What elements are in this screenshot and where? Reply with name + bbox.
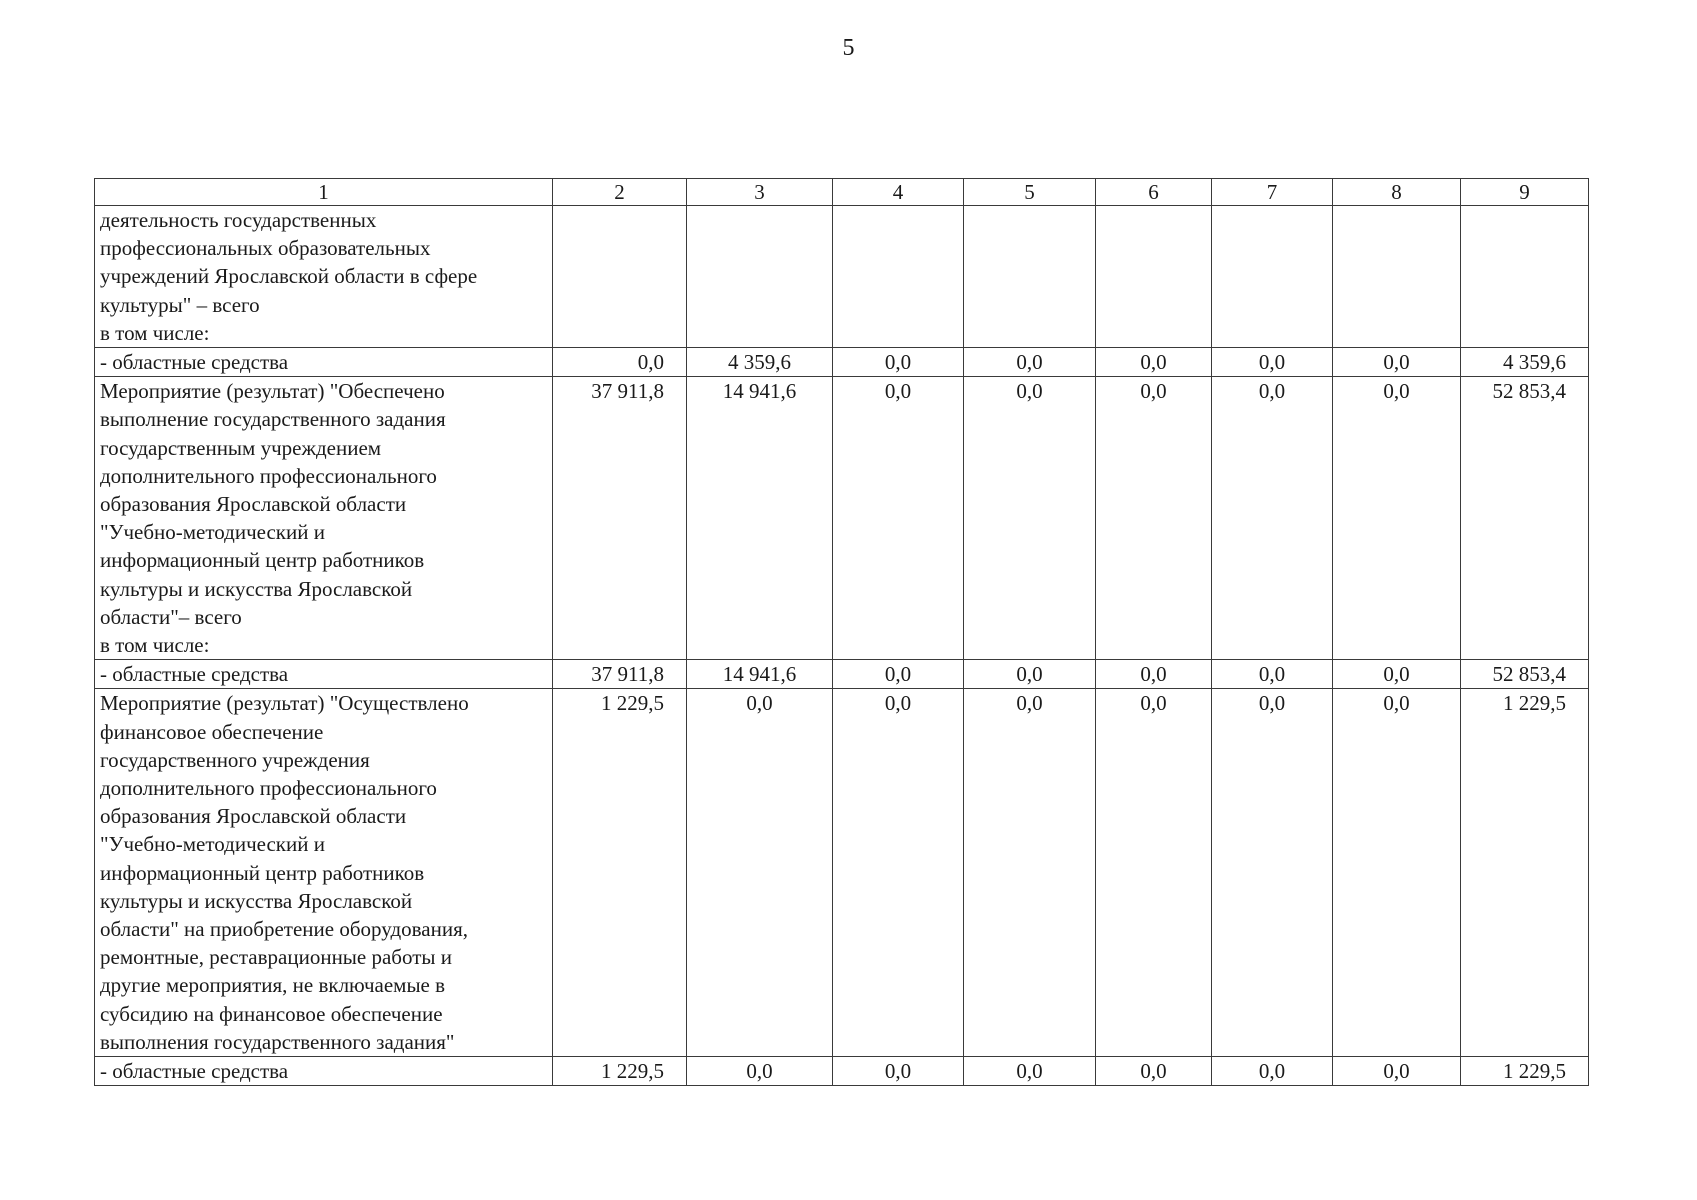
column-number-6: 6 — [1096, 179, 1212, 206]
value-cell-col-7: 0,0 — [1212, 689, 1333, 1057]
value-cell-col-9: 1 229,5 — [1461, 689, 1589, 1057]
value-cell-col-9: 1 229,5 — [1461, 1057, 1589, 1086]
value-cell-col-8: 0,0 — [1333, 689, 1461, 1057]
value-cell-col-4: 0,0 — [833, 377, 964, 660]
value-cell-col-3: 14 941,6 — [687, 660, 833, 689]
value-cell-col-6: 0,0 — [1096, 1057, 1212, 1086]
value-cell-col-2: 1 229,5 — [553, 1057, 687, 1086]
funding-source-label: - областные средства — [95, 660, 553, 689]
value-cell-col-3: 4 359,6 — [687, 348, 833, 377]
activity-description: Мероприятие (результат) "Осуществлено финансовое обеспечение государственного учреждения дополнительного профессионального образования Ярославской области "Учебно-методический и информационный центр работников культуры и искусства Ярославской области" на приобретение оборудования, ремонтные, реставрационные работы и другие мероприятия, не включаемые в субсидию на финансовое обеспечение выполнения государственного задания" — [95, 689, 553, 1057]
funding-source-label: - областные средства — [95, 348, 553, 377]
value-cell-col-4 — [833, 206, 964, 348]
value-cell-col-4: 0,0 — [833, 660, 964, 689]
value-cell-col-2 — [553, 206, 687, 348]
value-cell-col-6: 0,0 — [1096, 660, 1212, 689]
value-cell-col-4: 0,0 — [833, 348, 964, 377]
value-cell-col-7: 0,0 — [1212, 348, 1333, 377]
activity-row — [95, 689, 1589, 1057]
column-number-3: 3 — [687, 179, 833, 206]
value-cell-col-7: 0,0 — [1212, 377, 1333, 660]
value-cell-col-9: 52 853,4 — [1461, 660, 1589, 689]
activity-description: Мероприятие (результат) "Обеспечено выполнение государственного задания государственным учреждением дополнительного профессионального образования Ярославской области "Учебно-методический и информационный центр работников культуры и искусства Ярославской области"– всего в том числе: — [95, 377, 553, 660]
value-cell-col-3: 14 941,6 — [687, 377, 833, 660]
value-cell-col-2: 1 229,5 — [553, 689, 687, 1057]
column-number-4: 4 — [833, 179, 964, 206]
funding-source-row — [95, 1057, 1589, 1086]
value-cell-col-5: 0,0 — [964, 348, 1096, 377]
budget-table — [94, 178, 1589, 1086]
value-cell-col-8: 0,0 — [1333, 377, 1461, 660]
activity-description: деятельность государственных профессиональных образовательных учреждений Ярославской области в сфере культуры" – всего в том числе: — [95, 206, 553, 348]
value-cell-col-5: 0,0 — [964, 689, 1096, 1057]
column-number-8: 8 — [1333, 179, 1461, 206]
value-cell-col-7 — [1212, 206, 1333, 348]
value-cell-col-5: 0,0 — [964, 377, 1096, 660]
value-cell-col-8: 0,0 — [1333, 348, 1461, 377]
table-body — [95, 179, 1589, 1086]
column-number-2: 2 — [553, 179, 687, 206]
activity-row — [95, 377, 1589, 660]
activity-row — [95, 206, 1589, 348]
column-number-1: 1 — [95, 179, 553, 206]
funding-source-label: - областные средства — [95, 1057, 553, 1086]
value-cell-col-6: 0,0 — [1096, 377, 1212, 660]
column-number-row — [95, 179, 1589, 206]
funding-source-row — [95, 348, 1589, 377]
value-cell-col-8 — [1333, 206, 1461, 348]
value-cell-col-8: 0,0 — [1333, 1057, 1461, 1086]
value-cell-col-6: 0,0 — [1096, 689, 1212, 1057]
value-cell-col-2: 0,0 — [553, 348, 687, 377]
column-number-9: 9 — [1461, 179, 1589, 206]
value-cell-col-3: 0,0 — [687, 1057, 833, 1086]
column-number-5: 5 — [964, 179, 1096, 206]
value-cell-col-7: 0,0 — [1212, 1057, 1333, 1086]
value-cell-col-2: 37 911,8 — [553, 660, 687, 689]
value-cell-col-3 — [687, 206, 833, 348]
value-cell-col-3: 0,0 — [687, 689, 833, 1057]
value-cell-col-5 — [964, 206, 1096, 348]
value-cell-col-6 — [1096, 206, 1212, 348]
value-cell-col-5: 0,0 — [964, 1057, 1096, 1086]
value-cell-col-2: 37 911,8 — [553, 377, 687, 660]
column-number-7: 7 — [1212, 179, 1333, 206]
value-cell-col-7: 0,0 — [1212, 660, 1333, 689]
value-cell-col-9 — [1461, 206, 1589, 348]
funding-source-row — [95, 660, 1589, 689]
value-cell-col-6: 0,0 — [1096, 348, 1212, 377]
value-cell-col-9: 52 853,4 — [1461, 377, 1589, 660]
value-cell-col-5: 0,0 — [964, 660, 1096, 689]
value-cell-col-8: 0,0 — [1333, 660, 1461, 689]
page-number: 5 — [842, 35, 855, 61]
value-cell-col-4: 0,0 — [833, 1057, 964, 1086]
value-cell-col-9: 4 359,6 — [1461, 348, 1589, 377]
value-cell-col-4: 0,0 — [833, 689, 964, 1057]
